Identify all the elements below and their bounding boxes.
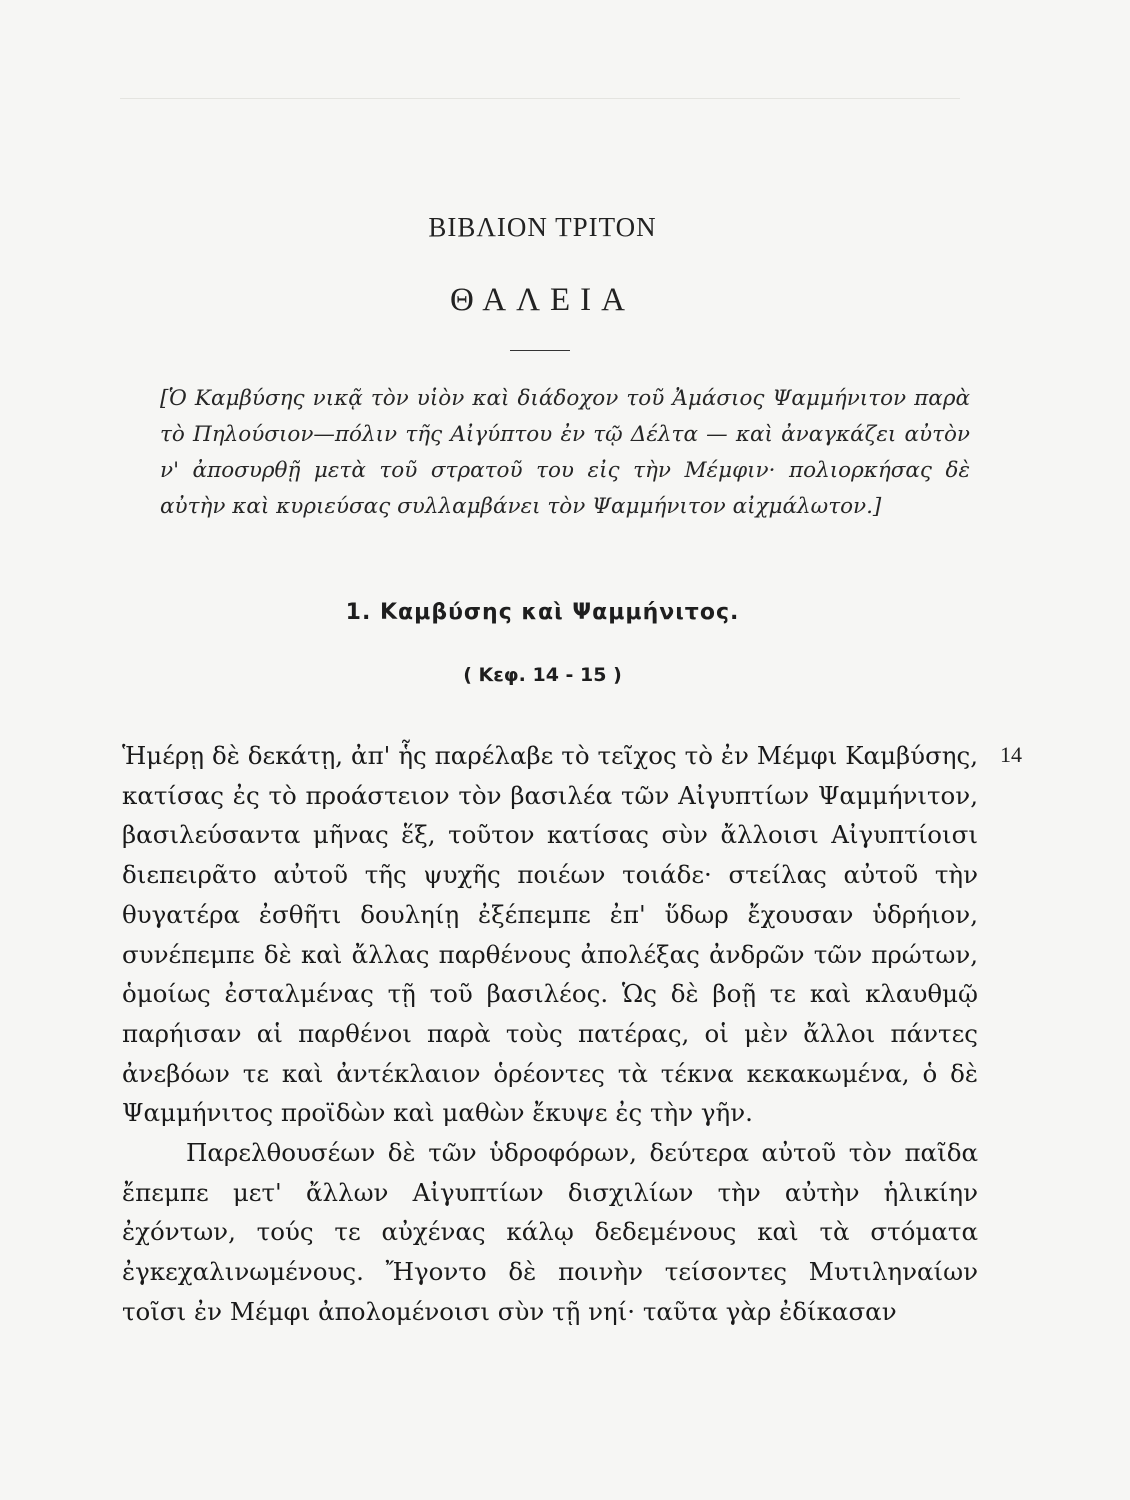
main-text xyxy=(122,736,978,1332)
paragraph: Παρελθουσέων δὲ τῶν ὑδροφόρων, δεύτερα αὐτοῦ τὸν παῖδα ἔπεμπε μετ' ἄλλων Αἰγυπτίων δισχιλίων τὴν αὐτὴν ἡλικίην ἐχόντων, τούς τε αὐχένας κάλῳ δεδεμένους καὶ τὰ στόματα ἐγκεχαλινωμένους. Ἤγοντο δὲ ποινὴν τείσοντες Μυτιληναίων τοῖσι ἐν Μέμφι ἀπολομένοισι σὺν τῇ νηί· ταῦτα γὰρ ἐδίκασαν xyxy=(122,1138,978,1326)
show-through-rule xyxy=(120,98,960,99)
chapter-summary: [Ὁ Καμβύσης νικᾷ τὸν υἱὸν καὶ διάδοχον τοῦ Ἀμάσιος Ψαμμήνιτον παρὰ τὸ Πηλούσιον—πόλιν τῆς Αἰγύπτου ἐν τῷ Δέλτα — καὶ ἀναγκάζει αὐτὸν ν' ἀποσυρθῇ μετὰ τοῦ στρατοῦ του εἰς τὴν Μέμφιν· πολιορκήσας δὲ αὐτὴν καὶ κυριεύσας συλλαμβάνει τὸν Ψαμμήνιτον αἰχμάλωτον.] xyxy=(160,386,970,519)
book-title: ΒΙΒΛΙΟΝ ΤΡΙΤΟΝ xyxy=(428,212,657,242)
paragraph: Ἡμέρῃ δὲ δεκάτῃ, ἀπ' ἧς παρέλαβε τὸ τεῖχος τὸ ἐν Μέμφι Καμβύσης, κατίσας ἐς τὸ προάστειον τὸν βασιλέα τῶν Αἰγυπτίων Ψαμμήνιτον, βασιλεύσαντα μῆνας ἕξ, τοῦτον κατίσας σὺν ἄλλοισι Αἰγυπτίοισι διεπειρᾶτο αὐτοῦ τῆς ψυχῆς ποιέων τοιάδε· στείλας αὐτοῦ τὴν θυγατέρα ἐσθῆτι δουληίῃ ἐξέπεμπε ἐπ' ὕδωρ ἔχουσαν ὑδρήιον, συνέπεμπε δὲ καὶ ἄλλας παρθένους ἀπολέξας ἀνδρῶν τῶν πρώτων, ὁμοίως ἐσταλμένας τῇ τοῦ βασιλέος. Ὡς δὲ βοῇ τε καὶ κλαυθμῷ παρήισαν αἱ παρθένοι παρὰ τοὺς πατέρας, οἱ μὲν ἄλλοι πάντες ἀνεβόων τε καὶ ἀντέκλαιον ὁρέοντες τὰ τέκνα κεκακωμένα, ὁ δὲ Ψαμμήνιτος προϊδὼν καὶ μαθὼν ἔκυψε ἐς τὴν γῆν. xyxy=(122,741,978,1128)
chapter-reference: ( Κεφ. 14 - 15 ) xyxy=(463,664,622,686)
margin-chapter-number: 14 xyxy=(1000,742,1022,767)
section-heading: 1. Καμβύσης καὶ Ψαμμήνιτος. xyxy=(345,600,740,625)
title-divider xyxy=(510,350,570,351)
book-subtitle: ΘΑΛΕΙΑ xyxy=(450,282,635,318)
